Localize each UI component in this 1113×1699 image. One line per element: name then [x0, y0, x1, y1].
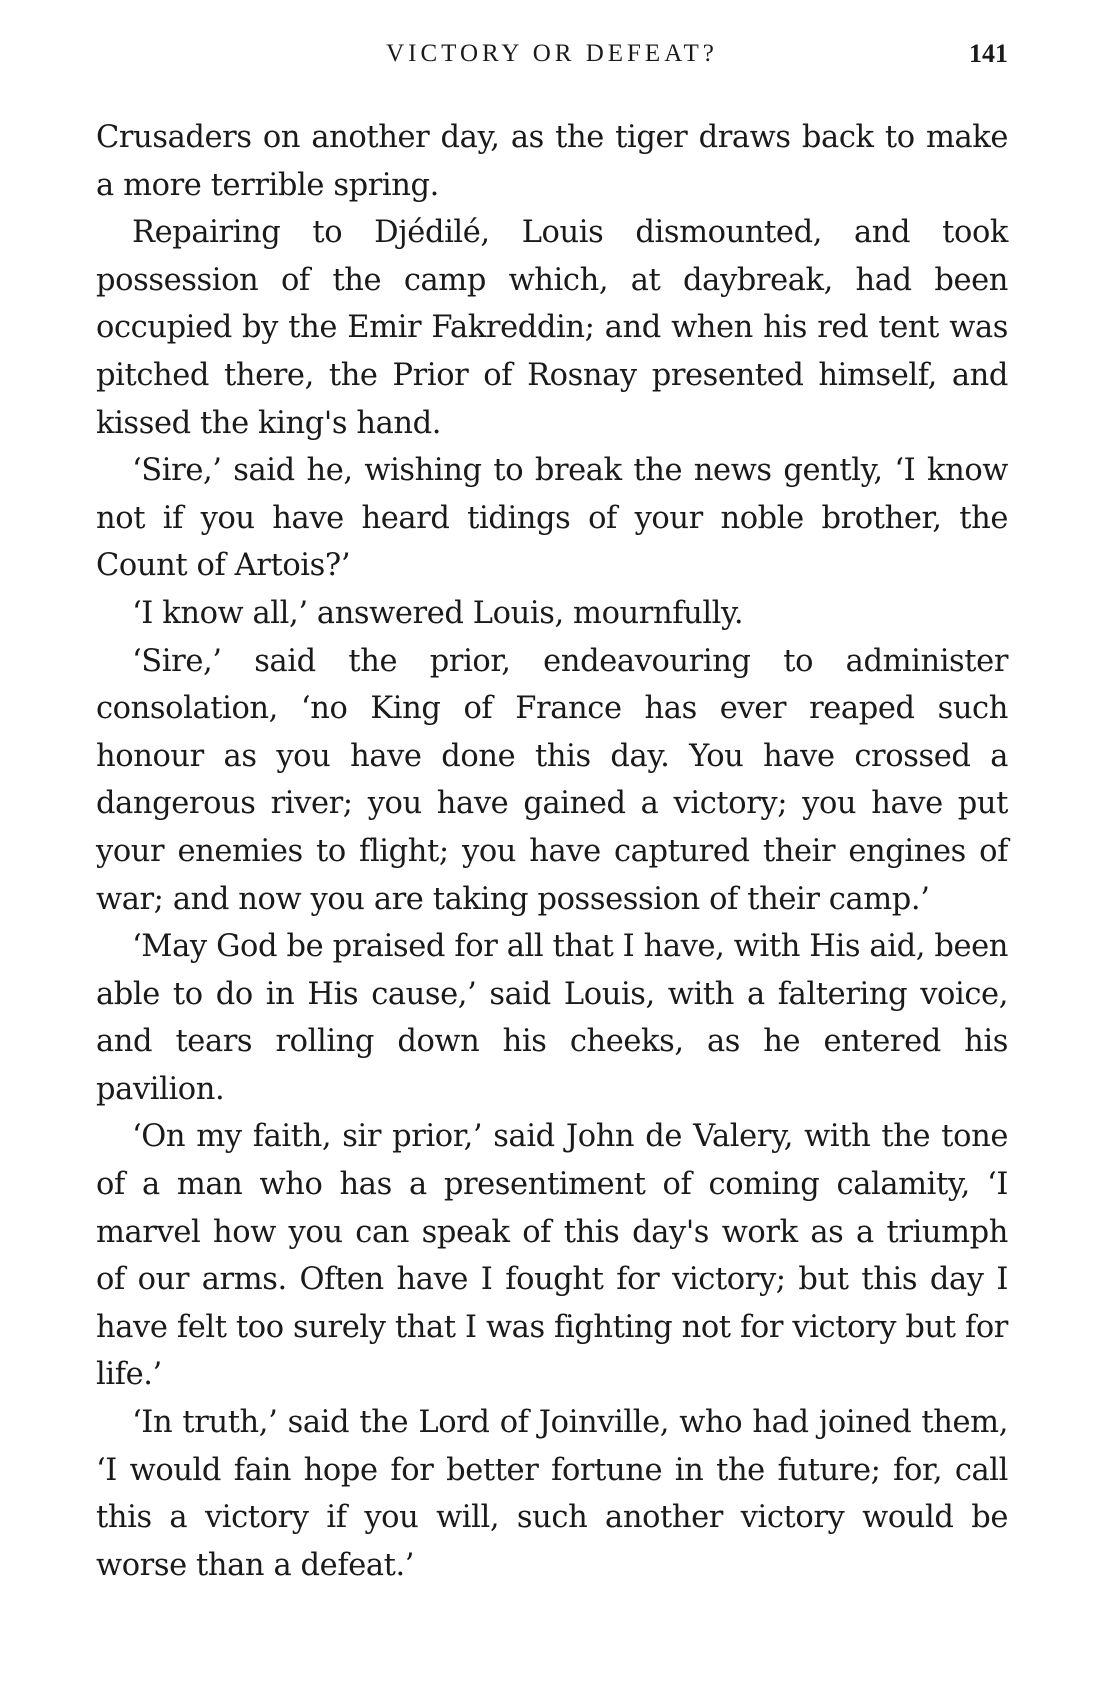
paragraph: ‘On my faith, sir prior,’ said John de Valery, with the tone of a man who has a presentiment of coming calamity, ‘I marvel how you can speak of this day's work as a triumph of our arms. Often have I fought for victory; but this day I have felt too surely that I was fighting not for victory but for life.’	[96, 1119, 1008, 1393]
paragraph: ‘I know all,’ answered Louis, mournfully.	[132, 595, 744, 631]
page-number: 141	[969, 39, 1008, 68]
paragraph: Crusaders on another day, as the tiger draws back to make a more terrible spring.	[96, 120, 1008, 203]
running-title: VICTORY OR DEFEAT?	[386, 40, 718, 67]
paragraph: ‘May God be praised for all that I have, with His aid, been able to do in His cause,’ said Louis, with a faltering voice, and tears rolling down his cheeks, as he entered his pavilion.	[96, 929, 1008, 1107]
running-header	[96, 36, 1008, 76]
body-text	[96, 114, 1008, 1589]
paragraph: Repairing to Djédilé, Louis dismounted, and took possession of the camp which, at daybreak, had been occupied by the Emir Fakreddin; and when his red tent was pitched there, the Prior of Rosnay presented himself, and kissed the king's hand.	[96, 215, 1008, 441]
paragraph: ‘In truth,’ said the Lord of Joinville, who had joined them, ‘I would fain hope for better fortune in the future; for, call this a victory if you will, such another victory would be worse than a defeat.’	[96, 1405, 1008, 1583]
paragraph: ‘Sire,’ said the prior, endeavouring to administer consolation, ‘no King of France has ever reaped such honour as you have done this day. You have crossed a dangerous river; you have gained a victory; you have put your enemies to flight; you have captured their engines of war; and now you are taking possession of their camp.’	[96, 643, 1008, 917]
paragraph: ‘Sire,’ said he, wishing to break the news gently, ‘I know not if you have heard tidings of your noble brother, the Count of Artois?’	[96, 453, 1008, 584]
